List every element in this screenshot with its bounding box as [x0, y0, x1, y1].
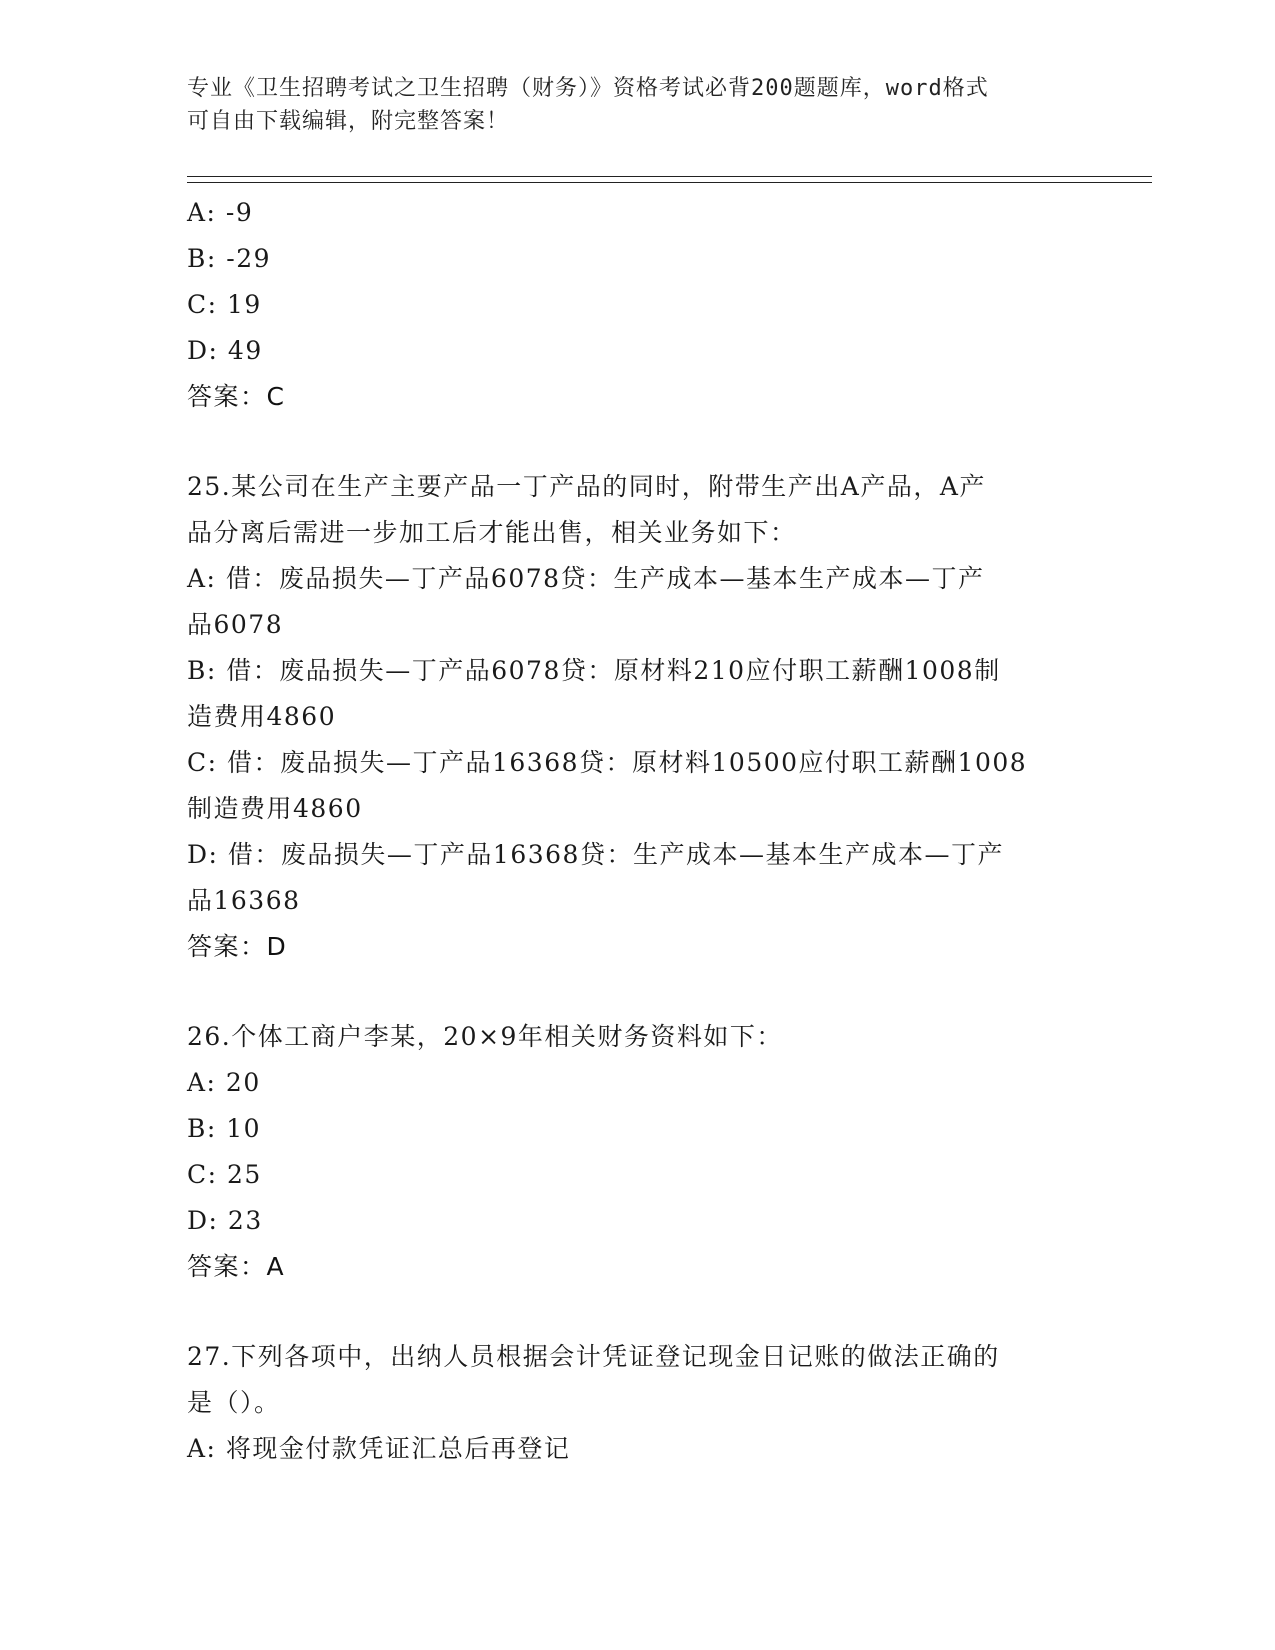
question-stem: 27.下列各项中，出纳人员根据会计凭证登记现金日记账的做法正确的: [187, 1342, 1000, 1371]
option-b: B: 10: [187, 1114, 262, 1143]
question-stem-continued: 是（）。: [187, 1388, 281, 1417]
question-stem-continued: 品分离后需进一步加工后才能出售，相关业务如下：: [187, 518, 797, 547]
option-c: C: 借：废品损失—丁产品16368贷：原材料10500应付职工薪酬1008: [187, 748, 1028, 777]
option-b: B: 借：废品损失—丁产品6078贷：原材料210应付职工薪酬1008制: [187, 656, 1001, 685]
option-a: A: -9: [187, 198, 254, 227]
option-d: D: 借：废品损失—丁产品16368贷：生产成本—基本生产成本—丁产: [187, 840, 1004, 869]
option-a: A: 借：废品损失—丁产品6078贷：生产成本—基本生产成本—丁产: [187, 564, 985, 593]
option-c-continued: 制造费用4860: [187, 794, 363, 823]
option-a: A: 20: [187, 1068, 261, 1097]
question-stem: 26.个体工商户李某，20×9年相关财务资料如下：: [187, 1022, 783, 1051]
question-27: [187, 1334, 1087, 1472]
question-24: [187, 190, 1087, 420]
option-c: C: 19: [187, 290, 262, 319]
document-body: [187, 190, 1087, 1472]
option-a: A: 将现金付款凭证汇总后再登记: [187, 1434, 571, 1463]
spacer: [187, 970, 1087, 1014]
option-b-continued: 造费用4860: [187, 702, 337, 731]
option-d-continued: 品16368: [187, 886, 301, 915]
question-26: [187, 1014, 1087, 1290]
spacer: [187, 420, 1087, 464]
option-c: C: 25: [187, 1160, 262, 1189]
question-25: [187, 464, 1087, 970]
option-d: D: 23: [187, 1206, 263, 1235]
document-header: [187, 72, 1087, 138]
spacer: [187, 1290, 1087, 1334]
header-divider: [187, 176, 1152, 183]
option-b: B: -29: [187, 244, 271, 273]
answer-line: 答案：A: [187, 1252, 286, 1281]
header-title-line-1: 专业《卫生招聘考试之卫生招聘（财务）》资格考试必背200题题库，word格式: [187, 76, 989, 101]
question-stem: 25.某公司在生产主要产品一丁产品的同时，附带生产出A产品，A产: [187, 472, 986, 501]
answer-line: 答案：C: [187, 382, 286, 411]
header-title-line-2: 可自由下载编辑，附完整答案！: [187, 109, 510, 134]
answer-line: 答案：D: [187, 932, 288, 961]
option-a-continued: 品6078: [187, 610, 284, 639]
option-d: D: 49: [187, 336, 263, 365]
